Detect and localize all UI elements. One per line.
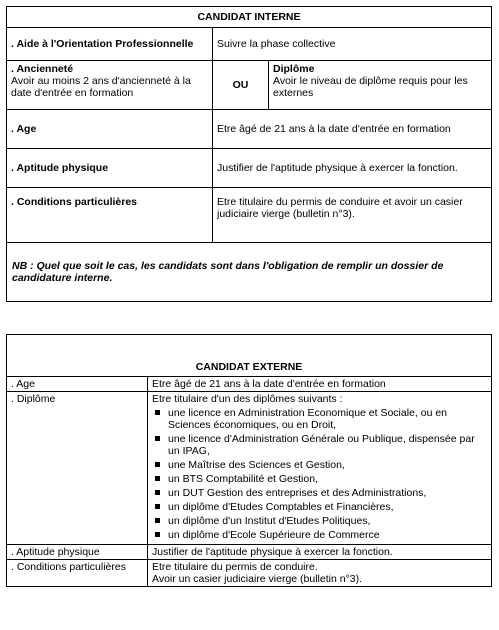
bullet-square-icon [155, 490, 160, 495]
ext-diplome-cell [148, 392, 492, 545]
bullet-square-icon [155, 504, 160, 509]
aide-label: . Aide à l'Orientation Professionnelle [7, 28, 213, 61]
list-item: une Maîtrise des Sciences et Gestion, [152, 459, 487, 471]
ext-aptitude-label: . Aptitude physique [7, 545, 148, 560]
bullet-square-icon [155, 532, 160, 537]
externe-title: CANDIDAT EXTERNE [7, 335, 492, 377]
anciennete-cell [7, 61, 213, 110]
ext-conditions-label: . Conditions particulières [7, 560, 148, 587]
ext-diplome-label: . Diplôme [7, 392, 148, 545]
list-item: un diplôme d'Ecole Supérieure de Commerce [152, 529, 487, 541]
anciennete-label: . Ancienneté [11, 63, 74, 75]
aide-value: Suivre la phase collective [213, 28, 492, 61]
bullet-square-icon [155, 410, 160, 415]
ou-label: OU [213, 61, 269, 110]
bullet-square-icon [155, 462, 160, 467]
age-value: Etre âgé de 21 ans à la date d'entrée en formation [213, 110, 492, 149]
ext-age-label: . Age [7, 377, 148, 392]
list-item: un diplôme d'un Institut d'Etudes Politiques, [152, 515, 487, 527]
list-item: une licence d'Administration Générale ou Publique, dispensée par un IPAG, [152, 433, 487, 457]
candidat-interne-table [6, 6, 492, 302]
aptitude-value: Justifier de l'aptitude physique à exercer la fonction. [213, 149, 492, 188]
diplome-text: Avoir le niveau de diplôme requis pour les externes [273, 75, 468, 99]
diplome-list [152, 407, 487, 541]
candidat-externe-table [6, 334, 492, 587]
age-label: . Age [7, 110, 213, 149]
anciennete-text: Avoir au moins 2 ans d'ancienneté à la date d'entrée en formation [11, 75, 191, 99]
diplome-cell [269, 61, 492, 110]
interne-title: CANDIDAT INTERNE [7, 7, 492, 28]
ext-age-value: Etre âgé de 21 ans à la date d'entrée en formation [148, 377, 492, 392]
nb-note: NB : Quel que soit le cas, les candidats sont dans l'obligation de remplir un dossier de candidature interne. [7, 243, 492, 302]
ext-conditions-line2: Avoir un casier judiciaire vierge (bulletin n°3). [152, 573, 363, 585]
ext-diplome-intro: Etre titulaire d'un des diplômes suivants : [152, 393, 343, 405]
aptitude-label: . Aptitude physique [7, 149, 213, 188]
list-item: un diplôme d'Etudes Comptables et Financières, [152, 501, 487, 513]
bullet-square-icon [155, 436, 160, 441]
list-item: un BTS Comptabilité et Gestion, [152, 473, 487, 485]
diplome-label: Diplôme [273, 63, 315, 75]
bullet-square-icon [155, 518, 160, 523]
conditions-value: Etre titulaire du permis de conduire et avoir un casier judiciaire vierge (bulletin n°3). [213, 188, 492, 243]
ext-conditions-line1: Etre titulaire du permis de conduire. [152, 561, 318, 573]
bullet-square-icon [155, 476, 160, 481]
ext-conditions-cell [148, 560, 492, 587]
ext-aptitude-value: Justifier de l'aptitude physique à exercer la fonction. [148, 545, 492, 560]
list-item: un DUT Gestion des entreprises et des Administrations, [152, 487, 487, 499]
list-item: une licence en Administration Economique et Sociale, ou en Sciences économiques, ou en Droit, [152, 407, 487, 431]
conditions-label: . Conditions particulières [7, 188, 213, 243]
